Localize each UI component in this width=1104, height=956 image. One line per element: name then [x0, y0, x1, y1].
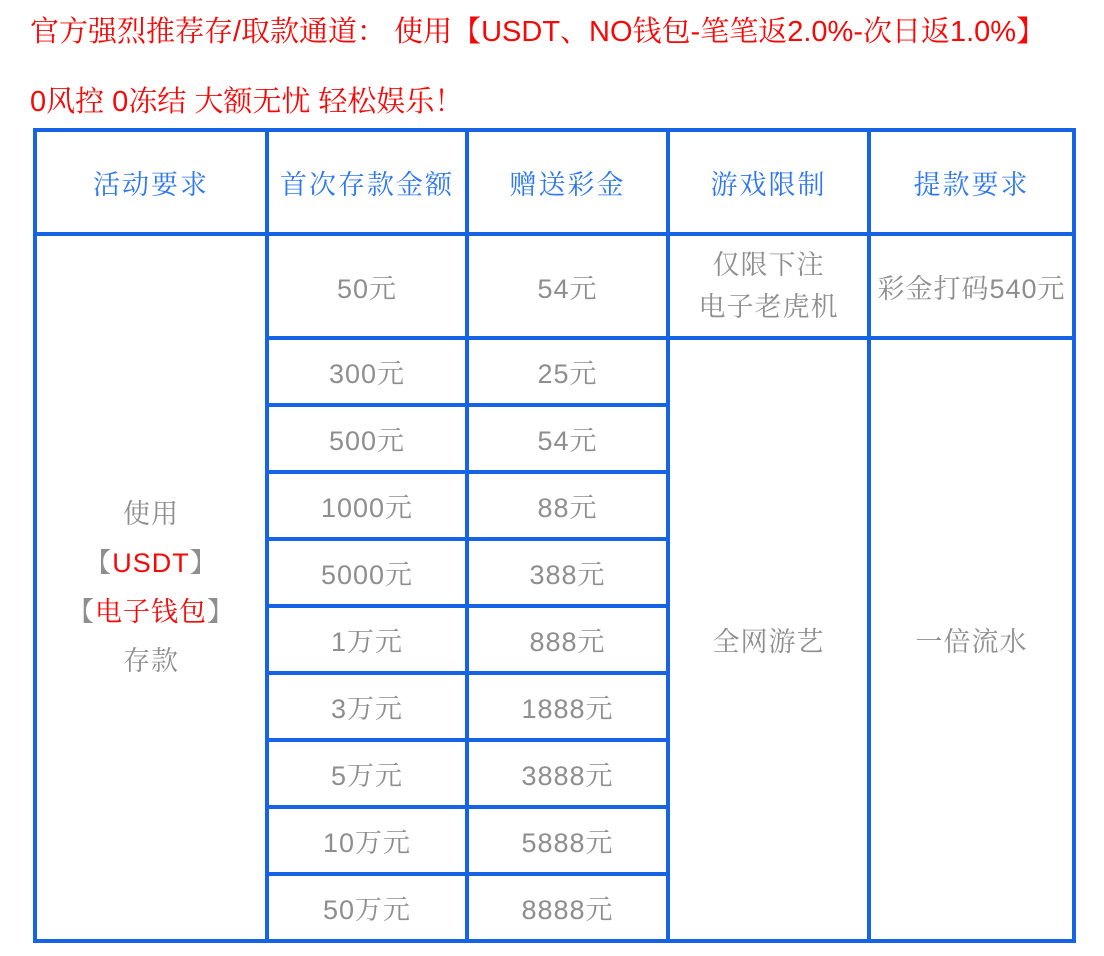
column-header-first-deposit: 首次存款金额 [267, 130, 467, 234]
deposit-amount-cell: 50元 [267, 234, 467, 338]
table-row [35, 234, 1074, 338]
activity-line-ewallet [37, 588, 265, 637]
column-header-bonus: 赠送彩金 [467, 130, 668, 234]
bonus-amount-cell: 388元 [467, 539, 668, 606]
bracket-open: 【 [84, 547, 113, 578]
deposit-amount-cell: 300元 [267, 338, 467, 405]
deposit-amount-cell: 1000元 [267, 472, 467, 539]
withdraw-merged-cell: 一倍流水 [869, 338, 1074, 941]
activity-line-top: 使用 [123, 498, 179, 529]
withdraw-requirement-cell: 彩金打码540元 [869, 234, 1074, 338]
banner-line-2: 0风控 0冻结 大额无忧 轻松娱乐！ [30, 86, 464, 118]
activity-line-usdt [37, 539, 265, 588]
deposit-amount-cell: 50万元 [267, 874, 467, 941]
activity-requirement-cell [35, 234, 267, 941]
game-limit-line: 仅限下注 [712, 250, 825, 280]
deposit-amount-cell: 5万元 [267, 740, 467, 807]
column-header-withdraw: 提款要求 [869, 130, 1074, 234]
banner-line-1: 官方强烈推荐存/取款通道： 使用【USDT、NO钱包-笔笔返2.0%-次日返1.0%】 [30, 16, 1046, 48]
deposit-amount-cell: 500元 [267, 405, 467, 472]
bonus-amount-cell: 54元 [467, 405, 668, 472]
deposit-amount-cell: 1万元 [267, 606, 467, 673]
bracket-close: 】 [189, 547, 218, 578]
bonus-table [33, 128, 1076, 943]
game-limit-merged-cell: 全网游艺 [668, 338, 869, 941]
bonus-amount-cell: 5888元 [467, 807, 668, 874]
bonus-amount-cell: 1888元 [467, 673, 668, 740]
deposit-amount-cell: 3万元 [267, 673, 467, 740]
deposit-amount-cell: 5000元 [267, 539, 467, 606]
game-limit-cell [668, 234, 869, 338]
activity-ewallet-text: 电子钱包 [95, 596, 207, 627]
game-limit-line: 电子老虎机 [698, 292, 839, 322]
bonus-amount-cell: 3888元 [467, 740, 668, 807]
bracket-close: 】 [207, 596, 235, 627]
bonus-amount-cell: 25元 [467, 338, 668, 405]
bracket-open: 【 [67, 596, 95, 627]
activity-usdt-text: USDT [112, 547, 190, 578]
column-header-game-limit: 游戏限制 [668, 130, 869, 234]
bonus-amount-cell: 888元 [467, 606, 668, 673]
activity-line-bottom: 存款 [123, 645, 179, 676]
table-header-row [35, 130, 1074, 234]
deposit-amount-cell: 10万元 [267, 807, 467, 874]
promo-banner [30, 14, 1104, 120]
bonus-amount-cell: 88元 [467, 472, 668, 539]
bonus-amount-cell: 8888元 [467, 874, 668, 941]
column-header-activity: 活动要求 [35, 130, 267, 234]
bonus-amount-cell: 54元 [467, 234, 668, 338]
